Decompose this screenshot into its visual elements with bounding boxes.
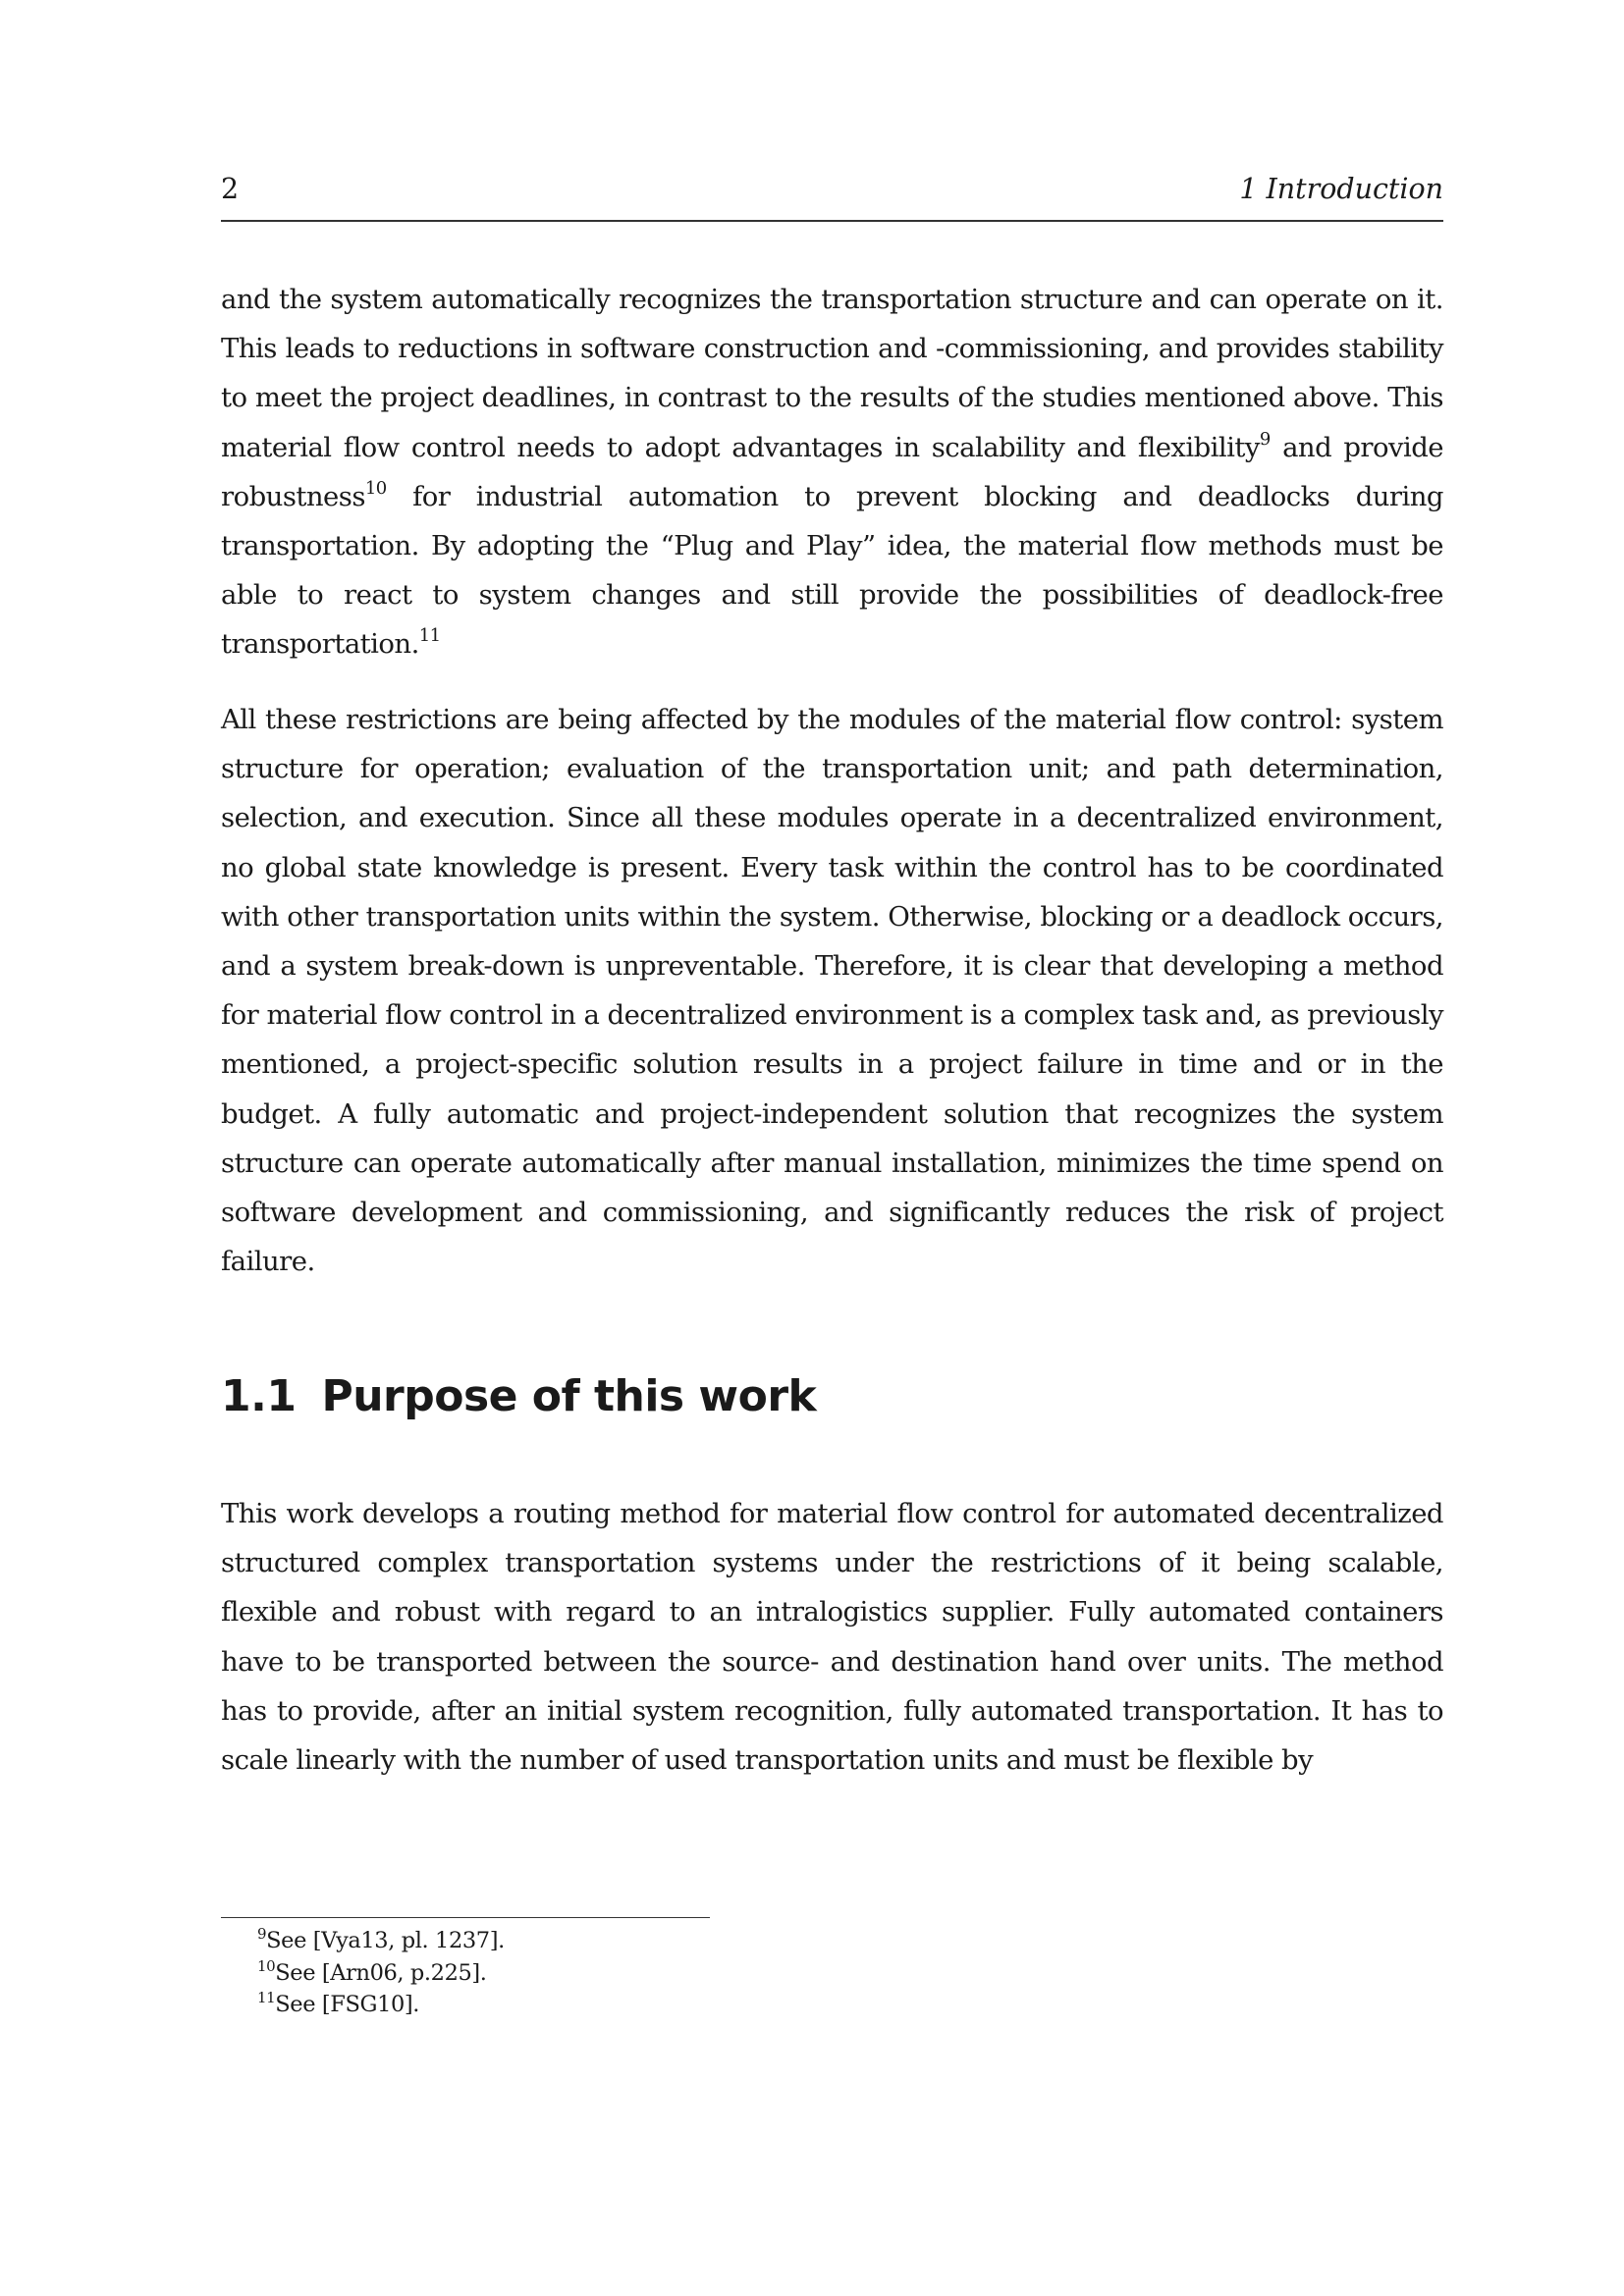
footnote <box>257 1925 505 1957</box>
footnote-mark: 9 <box>257 1925 267 1943</box>
section-heading <box>221 1367 816 1426</box>
footnote-text: See [FSG10]. <box>275 1992 420 2017</box>
text-segment: for industrial automation to prevent blocking and deadlocks during transportation. By adopting the “Plug and Play” idea, the material flow methods must be able to react to system changes and still provide the possibilities of deadlock-free transportation. <box>221 480 1443 661</box>
footnote <box>257 1957 505 1990</box>
footnote-ref: 11 <box>418 625 441 647</box>
page-header <box>221 169 1443 222</box>
footnote-ref: 9 <box>1259 428 1271 450</box>
body-paragraph <box>221 275 1443 669</box>
footnote-separator <box>221 1917 710 1918</box>
text-segment: and provide robustness <box>221 431 1444 512</box>
footnote-mark: 11 <box>257 1989 276 2006</box>
footnote-ref: 10 <box>364 477 387 499</box>
body-paragraph: This work develops a routing method for material flow control for automated decentralized structured complex transportation systems under the restrictions of it being scalable, flexible and robust with regard to an intralogistics supplier. Fully automated containers have to be transported between the source- and destination hand over units. The method has to provide, after an initial system recognition, fully automated transportation. It has to scale linearly with the number of used transportation units and must be flexible by <box>221 1498 1443 1777</box>
footnote-mark: 10 <box>257 1956 276 1975</box>
section-title: Purpose of this work <box>321 1371 817 1421</box>
page-number: 2 <box>221 173 240 205</box>
text-segment: and the system automatically recognizes the transportation structure and can operate on it. This leads to reductions in software construction and -commissioning, and provides stability to meet the project deadlines, in contrast to the results of the studies mentioned above. This material flow control needs to adopt advantages in scalability and flexibility <box>221 284 1443 463</box>
body-paragraph: All these restrictions are being affected by the modules of the material flow control: system structure for operation; evaluation of the transportation unit; and path determination, selection, and execution. Since all these modules operate in a decentralized environment, no global state knowledge is present. Every task within the control has to be coordinated with other transportation units within the system. Otherwise, blocking or a deadlock occurs, and a system break-down is unpreventable. Therefore, it is clear that developing a method for material flow control in a decentralized environment is a complex task and, as previously mentioned, a project-specific solution results in a project failure in time and or in the budget. A fully automatic and project-independent solution that recognizes the system structure can operate automatically after manual installation, minimizes the time spend on software development and commissioning, and significantly reduces the risk of project failure. <box>221 704 1443 1278</box>
section-number: 1.1 <box>221 1371 297 1421</box>
footnote-text: See [Arn06, p.225]. <box>275 1959 487 1986</box>
running-title: 1 Introduction <box>1239 173 1443 205</box>
footnote <box>257 1989 505 2021</box>
footnote-text: See [Vya13, pl. 1237]. <box>266 1928 505 1953</box>
footnotes <box>257 1925 505 2021</box>
